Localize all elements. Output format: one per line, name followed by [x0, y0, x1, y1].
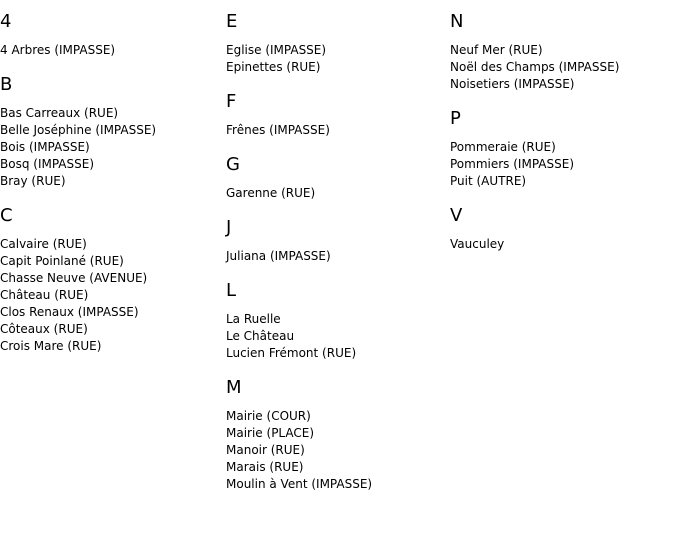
- letter-group-n: [450, 11, 670, 93]
- street-list: [226, 248, 446, 265]
- street-item[interactable]: Frênes (IMPASSE): [226, 123, 330, 137]
- street-item[interactable]: Puit (AUTRE): [450, 174, 527, 188]
- street-list: [0, 105, 220, 190]
- letter-heading: P: [450, 108, 461, 129]
- street-item[interactable]: Moulin à Vent (IMPASSE): [226, 477, 373, 491]
- letter-group-v: [450, 205, 670, 253]
- street-list: [226, 122, 446, 139]
- letter-group-m: [226, 377, 446, 493]
- letter-group-c: [0, 205, 220, 355]
- street-item[interactable]: Marais (RUE): [226, 460, 304, 474]
- street-item[interactable]: Côteaux (RUE): [0, 322, 88, 336]
- street-index-column-1: [0, 11, 220, 355]
- street-item[interactable]: Calvaire (RUE): [0, 237, 87, 251]
- street-list: [226, 311, 446, 362]
- letter-heading: F: [226, 91, 237, 112]
- street-item[interactable]: Manoir (RUE): [226, 443, 305, 457]
- letter-heading: M: [226, 377, 242, 398]
- letter-heading: C: [0, 205, 13, 226]
- letter-group-g: [226, 154, 446, 202]
- street-item[interactable]: Pommeraie (RUE): [450, 140, 556, 154]
- letter-group-b: [0, 74, 220, 190]
- street-item[interactable]: Noël des Champs (IMPASSE): [450, 60, 620, 74]
- street-item[interactable]: Capit Poinlané (RUE): [0, 254, 124, 268]
- street-item[interactable]: Bray (RUE): [0, 174, 66, 188]
- street-item[interactable]: Chasse Neuve (AVENUE): [0, 271, 148, 285]
- letter-group-p: [450, 108, 670, 190]
- street-item[interactable]: Mairie (COUR): [226, 409, 311, 423]
- street-item[interactable]: Bas Carreaux (RUE): [0, 106, 119, 120]
- street-list: [0, 236, 220, 355]
- letter-heading: J: [226, 217, 232, 238]
- street-item[interactable]: Mairie (PLACE): [226, 426, 315, 440]
- street-item[interactable]: Crois Mare (RUE): [0, 339, 102, 353]
- street-item[interactable]: Vauculey: [450, 237, 505, 251]
- street-item[interactable]: Pommiers (IMPASSE): [450, 157, 574, 171]
- street-list: [0, 42, 220, 59]
- street-list: [450, 236, 670, 253]
- street-item[interactable]: Neuf Mer (RUE): [450, 43, 543, 57]
- street-item[interactable]: La Ruelle: [226, 312, 281, 326]
- street-item[interactable]: Belle Joséphine (IMPASSE): [0, 123, 157, 137]
- street-item[interactable]: Le Château: [226, 329, 295, 343]
- street-item[interactable]: Garenne (RUE): [226, 186, 316, 200]
- street-index-column-3: [450, 11, 670, 253]
- letter-heading: E: [226, 11, 238, 32]
- letter-group-f: [226, 91, 446, 139]
- street-item[interactable]: Juliana (IMPASSE): [226, 249, 331, 263]
- street-item[interactable]: Bosq (IMPASSE): [0, 157, 95, 171]
- letter-group-e: [226, 11, 446, 76]
- letter-heading: N: [450, 11, 464, 32]
- street-item[interactable]: Château (RUE): [0, 288, 89, 302]
- street-item[interactable]: Clos Renaux (IMPASSE): [0, 305, 139, 319]
- street-item[interactable]: Bois (IMPASSE): [0, 140, 90, 154]
- street-list: [450, 42, 670, 93]
- street-index-column-2: [226, 11, 446, 493]
- street-item[interactable]: Epinettes (RUE): [226, 60, 321, 74]
- street-list: [226, 185, 446, 202]
- street-list: [226, 408, 446, 493]
- letter-group-4: [0, 11, 220, 59]
- letter-heading: G: [226, 154, 240, 175]
- letter-heading: 4: [0, 11, 12, 32]
- street-list: [450, 139, 670, 190]
- letter-heading: L: [226, 280, 237, 301]
- letter-heading: V: [450, 205, 463, 226]
- letter-group-j: [226, 217, 446, 265]
- street-list: [226, 42, 446, 76]
- street-item[interactable]: Lucien Frémont (RUE): [226, 346, 357, 360]
- street-item[interactable]: 4 Arbres (IMPASSE): [0, 43, 116, 57]
- letter-heading: B: [0, 74, 13, 95]
- street-item[interactable]: Eglise (IMPASSE): [226, 43, 327, 57]
- letter-group-l: [226, 280, 446, 362]
- street-item[interactable]: Noisetiers (IMPASSE): [450, 77, 575, 91]
